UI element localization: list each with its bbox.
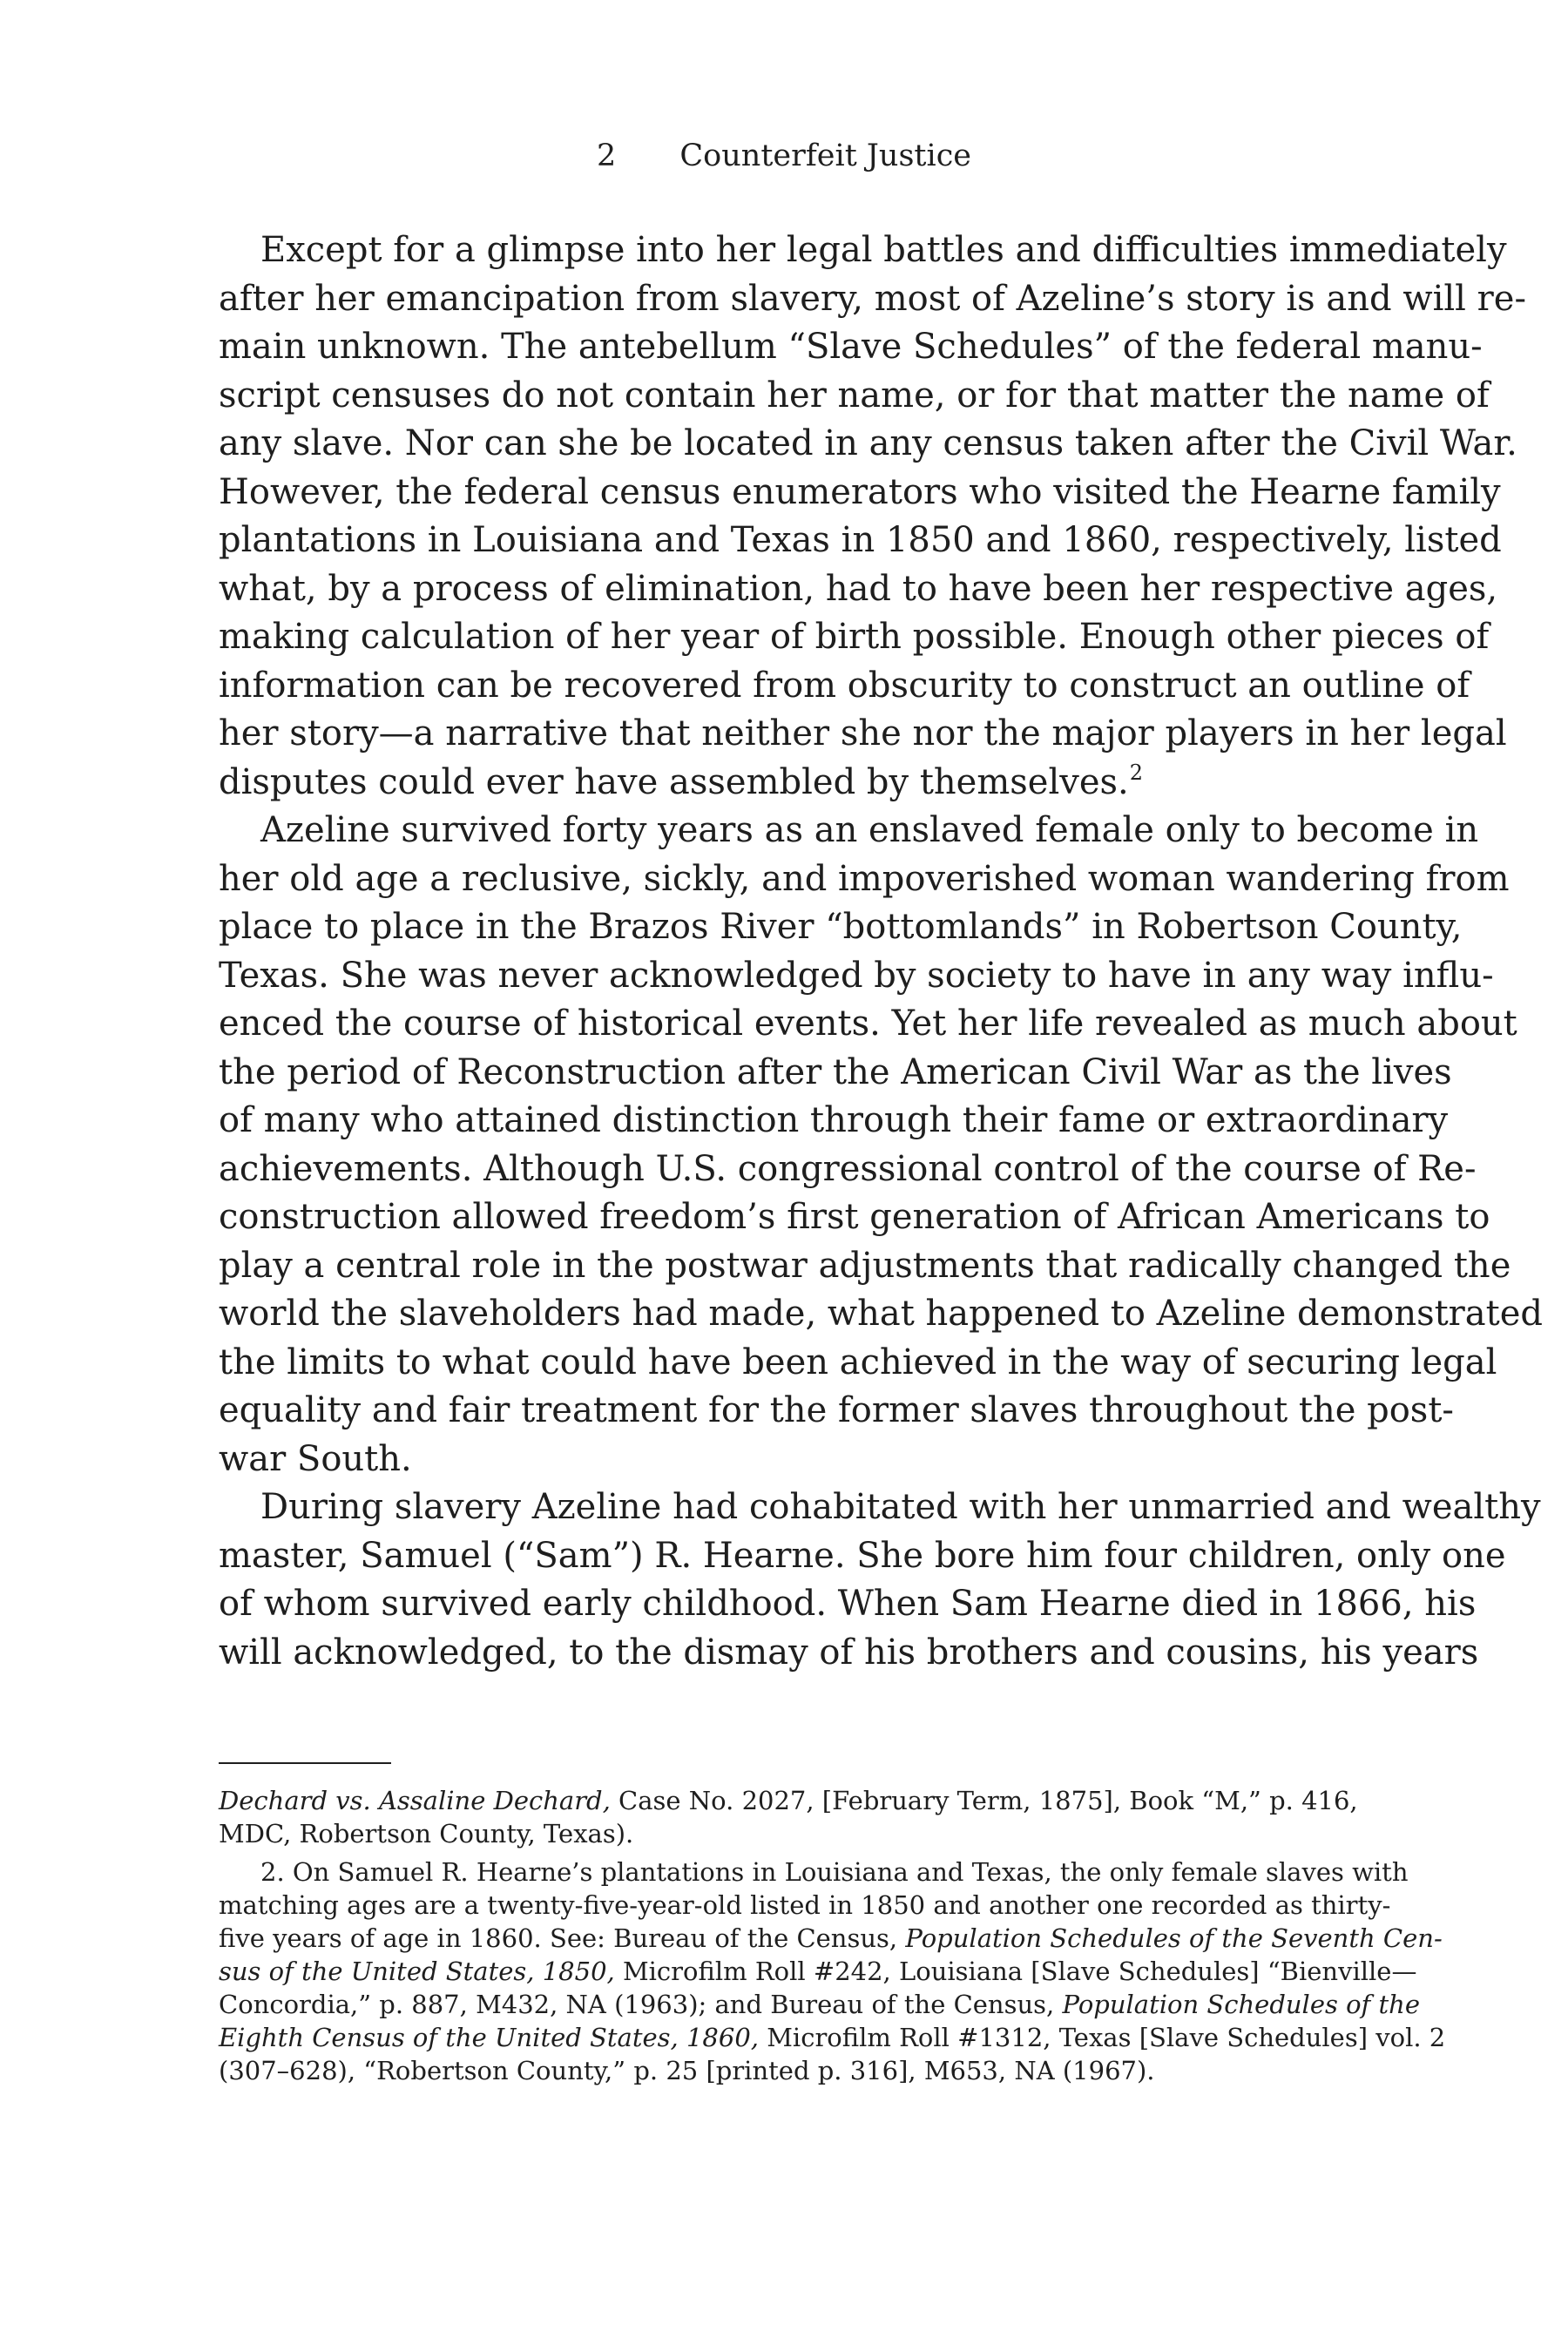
- footnote-source-title: Population Schedules of the: [1062, 1990, 1421, 2019]
- body-line: world the slaveholders had made, what happened to Azeline demonstrated: [219, 1294, 1543, 1334]
- body-line: will acknowledged, to the dismay of his brothers and cousins, his years: [219, 1632, 1479, 1673]
- body-line: However, the federal census enumerators who visited the Hearne family: [219, 471, 1501, 512]
- body-line: of many who attained distinction through their fame or extraordinary: [219, 1100, 1449, 1140]
- footnote-text: Microfilm Roll #242, Louisiana [Slave Schedules] “Bienville—: [614, 1957, 1417, 1986]
- body-line: [219, 759, 1353, 808]
- body-line: equality and fair treatment for the former slaves throughout the post-: [219, 1390, 1454, 1430]
- body-line: place to place in the Brazos River “bottomlands” in Robertson County,: [219, 907, 1463, 947]
- body-line: what, by a process of elimination, had to have been her respective ages,: [219, 568, 1498, 609]
- body-line: Texas. She was never acknowledged by society to have in any way influ-: [219, 955, 1494, 996]
- body-line: achievements. Although U.S. congressional control of the course of Re-: [219, 1148, 1477, 1189]
- footnote-text: Microfilm Roll #1312, Texas [Slave Schedules] vol. 2: [759, 2023, 1446, 2052]
- body-line: her story—a narrative that neither she nor the major players in her legal: [219, 713, 1507, 754]
- footnote-2-line: [219, 2021, 1446, 2054]
- footnote-2-line: [219, 1955, 1417, 1988]
- footnote-source-title: sus of the United States, 1850,: [219, 1957, 615, 1986]
- body-line: Except for a glimpse into her legal battles and difficulties immediately: [260, 230, 1507, 270]
- footnote-source-title: Eighth Census of the United States, 1860,: [219, 2023, 760, 2052]
- body-line: war South.: [219, 1438, 412, 1479]
- body-line: after her emancipation from slavery, most of Azeline’s story is and will re-: [219, 278, 1526, 319]
- footnote-text: Case No. 2027, [February Term, 1875], Book “M,” p. 416,: [610, 1786, 1358, 1815]
- body-line: of whom survived early childhood. When Sam Hearne died in 1866, his: [219, 1584, 1477, 1624]
- footnote-case-title: Dechard vs. Assaline Dechard,: [219, 1786, 611, 1815]
- body-line: enced the course of historical events. Yet her life revealed as much about: [219, 1004, 1517, 1044]
- body-line: script censuses do not contain her name, or for that matter the name of: [219, 375, 1490, 416]
- footnote-2-line: (307–628), “Robertson County,” p. 25 [printed p. 316], M653, NA (1967).: [219, 2056, 1155, 2085]
- footnote-source-title: Population Schedules of the Seventh Cen-: [905, 1923, 1443, 1953]
- footnote-line: MDC, Robertson County, Texas).: [219, 1819, 634, 1848]
- body-line: plantations in Louisiana and Texas in 1850 and 1860, respectively, listed: [219, 520, 1502, 560]
- body-line: construction allowed freedom’s first generation of African Americans to: [219, 1197, 1490, 1237]
- footnote-reference[interactable]: 2: [1129, 760, 1144, 785]
- body-line: making calculation of her year of birth possible. Enough other pieces of: [219, 617, 1490, 657]
- body-line: the period of Reconstruction after the American Civil War as the lives: [219, 1051, 1452, 1092]
- body-line: the limits to what could have been achieved in the way of securing legal: [219, 1342, 1497, 1382]
- body-line: During slavery Azeline had cohabitated with her unmarried and wealthy: [260, 1487, 1541, 1527]
- body-line: her old age a reclusive, sickly, and impoverished woman wandering from: [219, 858, 1510, 899]
- footnote-2-line: [219, 1988, 1421, 2021]
- footnote-rule: [219, 1762, 391, 1764]
- body-line-text: disputes could ever have assembled by themselves.: [219, 761, 1129, 802]
- body-line: Azeline survived forty years as an enslaved female only to become in: [260, 810, 1479, 850]
- footnote-line: [219, 1784, 1358, 1817]
- body-text: [219, 226, 1543, 1677]
- footnote-2-line: matching ages are a twenty-five-year-old listed in 1850 and another one recorded as thirty-: [219, 1890, 1391, 1920]
- running-head: [0, 137, 1568, 175]
- footnote-2-line: [219, 1922, 1443, 1955]
- body-line: information can be recovered from obscurity to construct an outline of: [219, 665, 1470, 706]
- running-title: Counterfeit Justice: [679, 139, 972, 173]
- page-number: 2: [596, 139, 617, 173]
- footnote-text: five years of age in 1860. See: Bureau of the Census,: [219, 1923, 906, 1953]
- body-line: play a central role in the postwar adjustments that radically changed the: [219, 1245, 1511, 1286]
- footnote-2-line: 2. On Samuel R. Hearne’s plantations in Louisiana and Texas, the only female slaves with: [260, 1857, 1409, 1887]
- body-line: main unknown. The antebellum “Slave Schedules” of the federal manu-: [219, 327, 1483, 367]
- footnote-text: Concordia,” p. 887, M432, NA (1963); and Bureau of the Census,: [219, 1990, 1063, 2019]
- footnotes: [219, 1784, 1446, 2087]
- body-line: any slave. Nor can she be located in any census taken after the Civil War.: [219, 423, 1517, 463]
- body-line: master, Samuel (“Sam”) R. Hearne. She bore him four children, only one: [219, 1535, 1506, 1576]
